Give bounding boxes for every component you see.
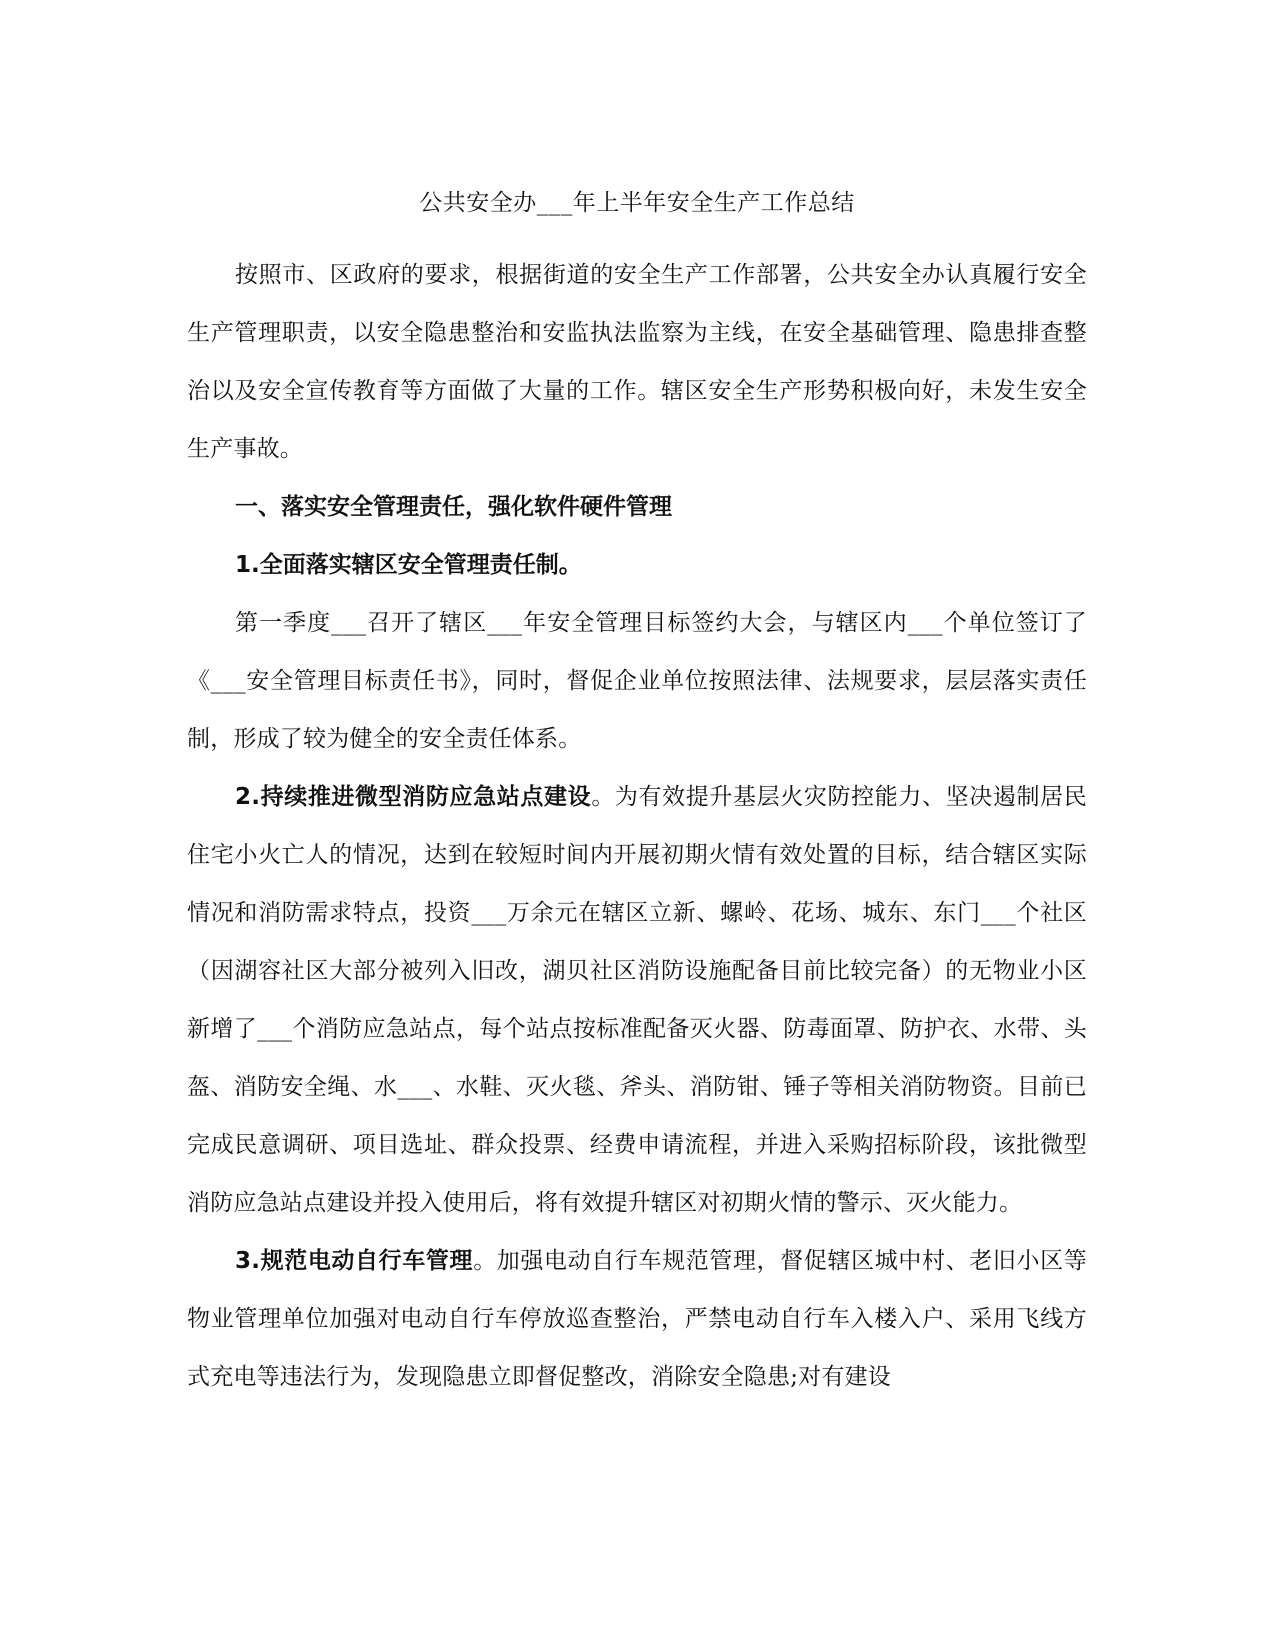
item-3-paragraph (187, 1232, 1087, 1406)
section-heading: 一、落实安全管理责任，强化软件硬件管理 (235, 494, 672, 520)
intro-paragraph: 按照市、区政府的要求，根据街道的安全生产工作部署，公共安全办认真履行安全生产管理职责，以安全隐患整治和安监执法监察为主线，在安全基础管理、隐患排查整治以及安全宣传教育等方面做了大量的工作。辖区安全生产形势积极向好，未发生安全生产事故。 (187, 262, 1087, 462)
item-3-lead: 3.规范电动自行车管理 (235, 1248, 474, 1274)
document-title: 公共安全办___年上半年安全生产工作总结 (419, 190, 855, 216)
item-2-lead: 2.持续推进微型消防应急站点建设 (235, 784, 592, 810)
item-3-body: 。加强电动自行车规范管理，督促辖区城中村、老旧小区等物业管理单位加强对电动自行车停放巡查整治，严禁电动自行车入楼入户、采用飞线方式充电等违法行为，发现隐患立即督促整改，消除安全隐患;对有建设 (187, 1248, 1087, 1390)
item-2-paragraph (187, 768, 1087, 1232)
document-body (187, 188, 1087, 1406)
item-1-heading: 1.全面落实辖区安全管理责任制。 (235, 552, 582, 578)
item-2-body: 。为有效提升基层火灾防控能力、坚决遏制居民住宅小火亡人的情况，达到在较短时间内开展初期火情有效处置的目标，结合辖区实际情况和消防需求特点，投资___万余元在辖区立新、螺岭、花场、城东、东门___个社区（因湖容社区大部分被列入旧改，湖贝社区消防设施配备目前比较完备）的无物业小区新增了___个消防应急站点，每个站点按标准配备灭火器、防毒面罩、防护衣、水带、头盔、消防安全绳、水___、水鞋、灭火毯、斧头、消防钳、锤子等相关消防物资。目前已完成民意调研、项目选址、群众投票、经费申请流程，并进入采购招标阶段，该批微型消防应急站点建设并投入使用后，将有效提升辖区对初期火情的警示、灭火能力。 (187, 784, 1087, 1216)
item-1-paragraph: 第一季度___召开了辖区___年安全管理目标签约大会，与辖区内___个单位签订了《___安全管理目标责任书》，同时，督促企业单位按照法律、法规要求，层层落实责任制，形成了较为健全的安全责任体系。 (187, 610, 1087, 752)
